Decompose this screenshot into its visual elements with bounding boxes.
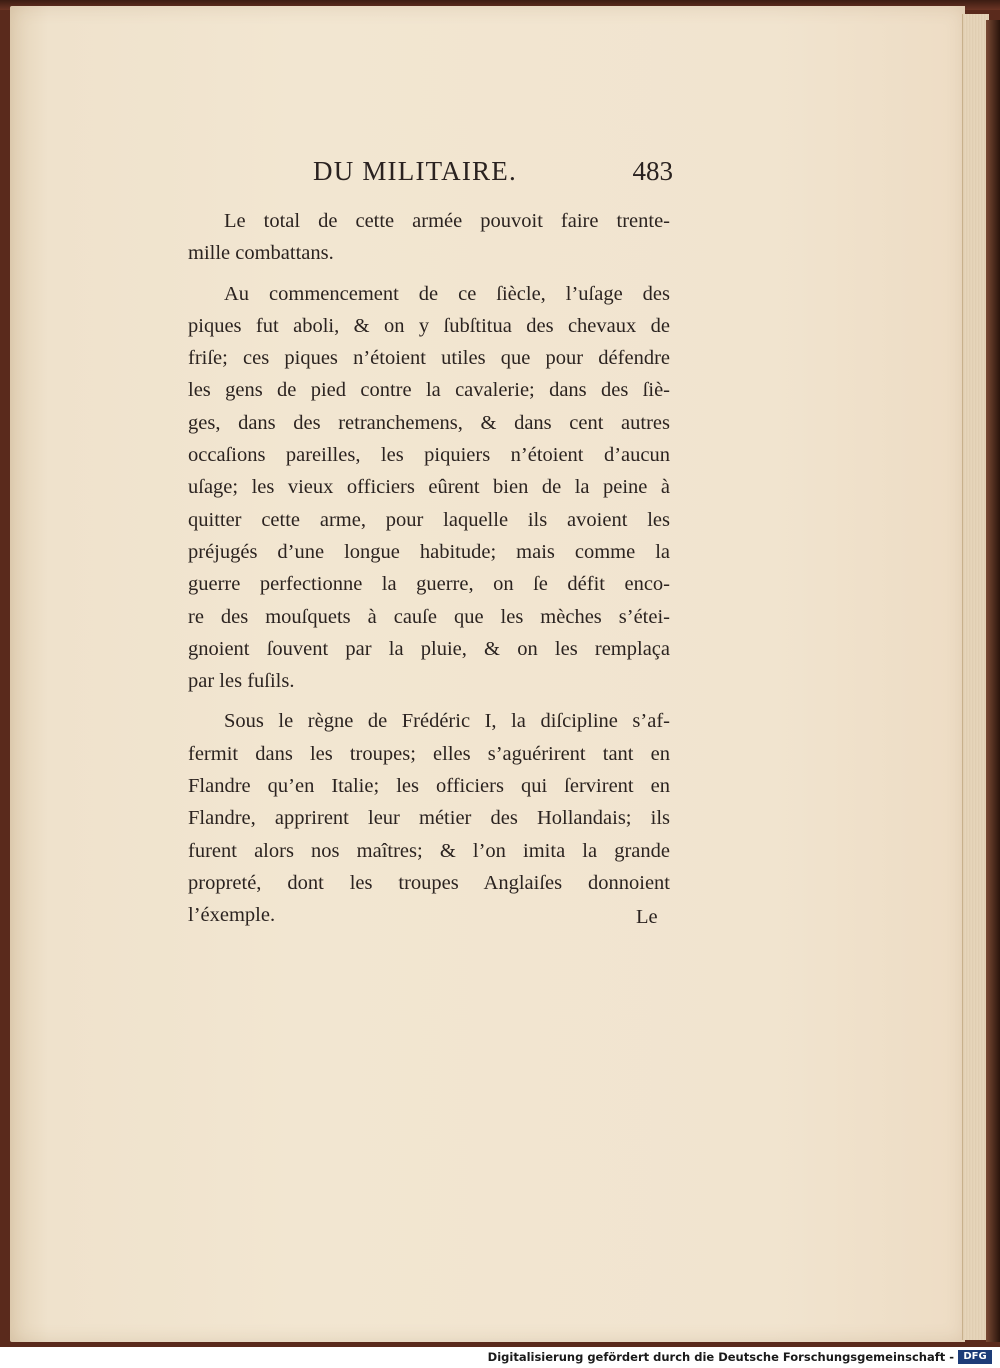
text-line: gnoient ſouvent par la pluie, & on les remplaça — [188, 637, 670, 660]
digitization-footer — [0, 1347, 1000, 1368]
text-line: occaſions pareilles, les piquiers n’étoient d’aucun — [188, 444, 670, 467]
binding-shadow — [986, 20, 1000, 1342]
text-line: uſage; les vieux officiers eûrent bien de la peine à — [188, 476, 670, 499]
text-line: propreté, dont les troupes Anglaiſes donnoient — [188, 871, 670, 894]
text-line: re des mouſquets à cauſe que les mèches s’étei- — [188, 605, 670, 628]
text-line: furent alors nos maîtres; & l’on imita la grande — [188, 839, 670, 862]
page-body — [188, 205, 670, 932]
running-head: DU MILITAIRE. — [313, 156, 517, 186]
text-line: Sous le règne de Frédéric I, la diſcipline s’af- — [224, 710, 670, 733]
text-line: Flandre, apprirent leur métier des Hollandais; ils — [188, 807, 670, 830]
text-line: friſe; ces piques n’étoient utiles que pour défendre — [188, 347, 670, 370]
text-line: préjugés d’une longue habitude; mais comme la — [188, 540, 670, 563]
text-line: ges, dans des retranchemens, & dans cent autres — [188, 411, 670, 434]
text-line: Le total de cette armée pouvoit faire trente- — [224, 210, 670, 232]
dfg-logo: DFG — [958, 1350, 992, 1364]
text-line: Au commencement de ce ſiècle, l’uſage des — [224, 282, 670, 305]
text-line: piques fut aboli, & on y ſubſtitua des chevaux de — [188, 314, 670, 337]
text-line: les gens de pied contre la cavalerie; dans des ſiè- — [188, 379, 670, 402]
catchword: Le — [636, 906, 658, 928]
text-line: Flandre qu’en Italie; les officiers qui ſervirent en — [188, 775, 670, 798]
text-line: quitter cette arme, pour laquelle ils avoient les — [188, 508, 670, 531]
page-edges — [962, 14, 989, 1340]
text-line: guerre perfectionne la guerre, on ſe défit enco- — [188, 573, 670, 596]
text-line: mille combattans. — [188, 242, 334, 265]
text-line: l’éxemple. — [188, 904, 276, 927]
page-header — [313, 148, 673, 198]
page-number: 483 — [632, 156, 673, 186]
text-line: fermit dans les troupes; elles s’aguérirent tant en — [188, 742, 670, 765]
text-line: par les fuſils. — [188, 670, 295, 693]
funding-credit: Digitalisierung gefördert durch die Deutsche Forschungsgemeinschaft - — [487, 1350, 954, 1364]
